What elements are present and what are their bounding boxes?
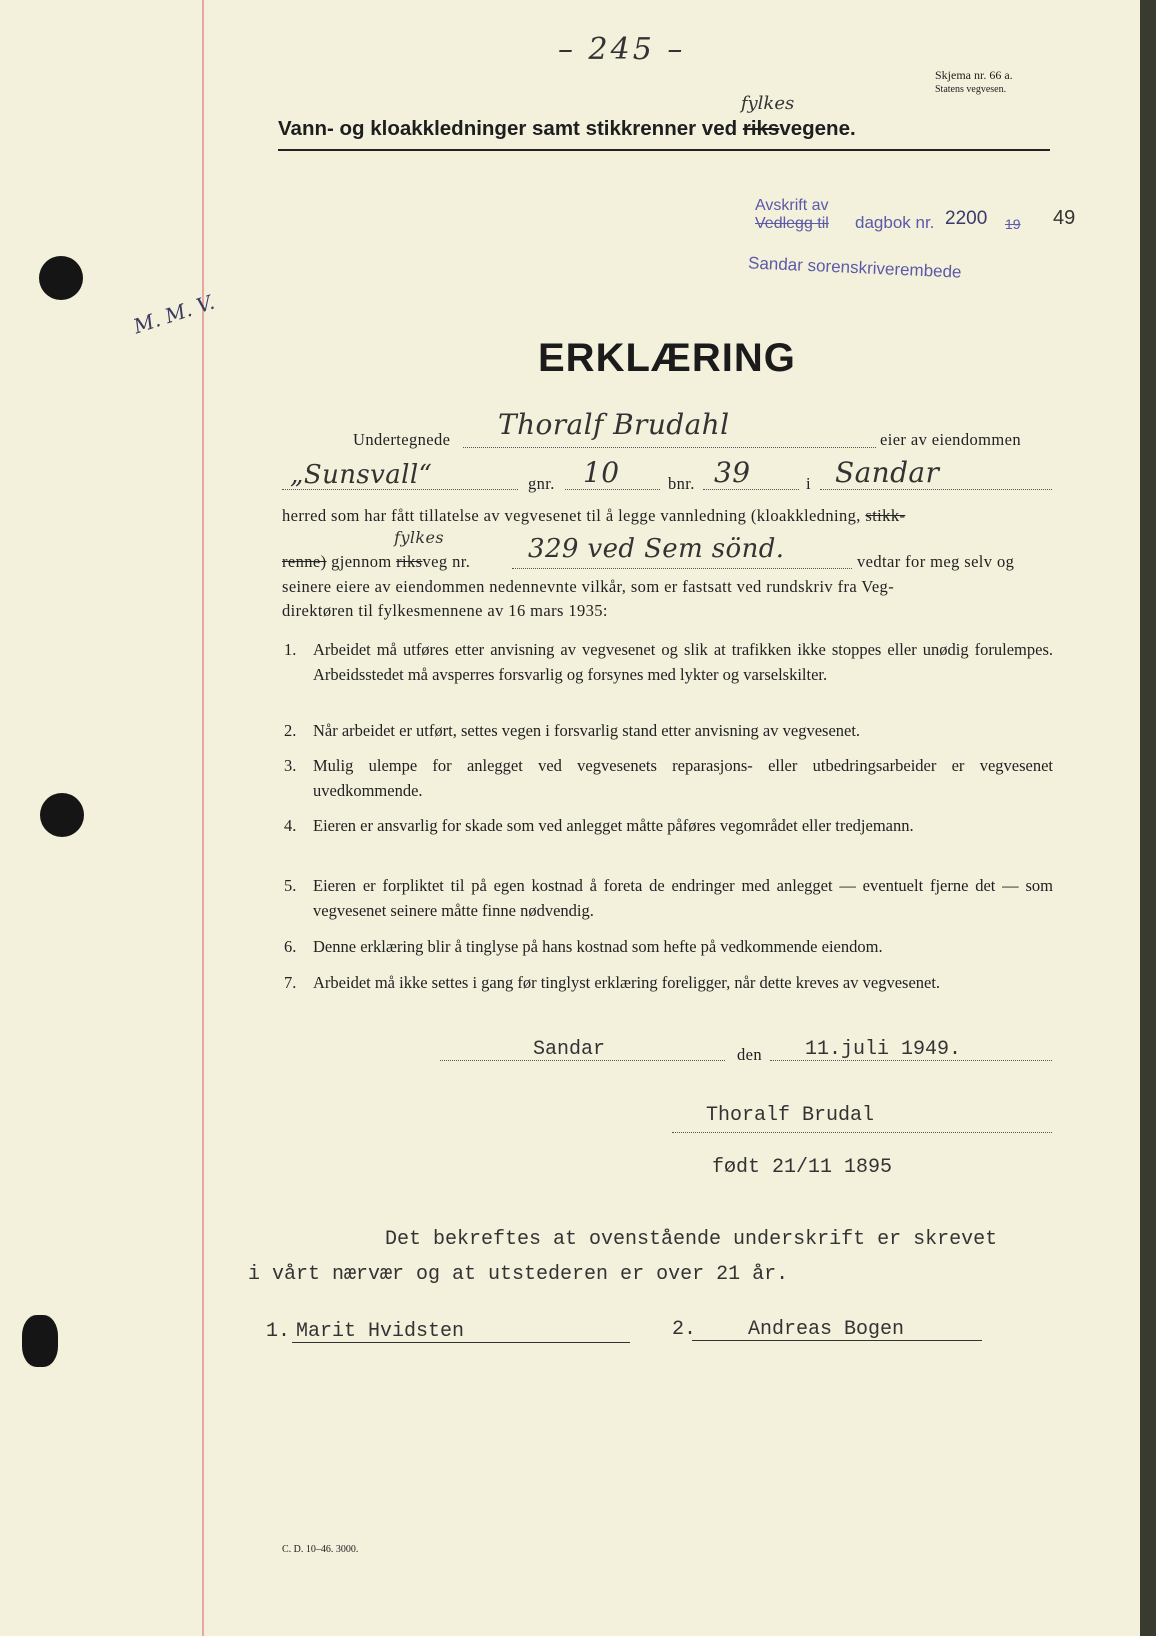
punch-hole bbox=[40, 793, 84, 837]
witness1-line bbox=[292, 1342, 630, 1343]
witness1-name: Marit Hvidsten bbox=[296, 1320, 465, 1343]
signature-date: 11.juli 1949. bbox=[805, 1038, 962, 1061]
line4-struck: renne) bbox=[282, 552, 327, 571]
signer-born: født 21/11 1895 bbox=[712, 1156, 893, 1179]
den-label: den bbox=[737, 1045, 763, 1064]
condition-number: 4. bbox=[284, 816, 297, 835]
form-number: Skjema nr. 66 a. bbox=[935, 68, 1013, 82]
form-issuer: Statens vegvesen. bbox=[935, 84, 1007, 95]
bnr-value: 39 bbox=[714, 456, 751, 489]
line3-text: herred som har fått tillatelse av vegvesenet til å legge vannledning (kloakkledning, bbox=[282, 506, 861, 525]
line4-riks-struck: riks bbox=[396, 552, 423, 571]
witness1-number: 1. bbox=[266, 1320, 291, 1343]
title-part1: Vann- og kloakkledninger samt stikkrenner ved bbox=[278, 117, 738, 140]
line4-veg: veg nr. bbox=[422, 552, 471, 571]
punch-hole bbox=[39, 256, 83, 300]
line4-insert: fylkes bbox=[394, 528, 445, 547]
stamp-line1-struck: Vedlegg til bbox=[755, 215, 829, 232]
stamp-dagbok-number: 2200 bbox=[945, 208, 988, 229]
line4-gjennom: gjennom bbox=[331, 552, 392, 571]
bnr-line bbox=[703, 489, 799, 490]
condition-number: 6. bbox=[284, 937, 297, 956]
eiendom-value: „Sunsvall“ bbox=[290, 460, 433, 490]
i-label: i bbox=[806, 474, 811, 493]
witness-statement-2: i vårt nærvær og at utstederen er over 21 år. bbox=[248, 1263, 789, 1286]
print-code: C. D. 10–46. 3000. bbox=[282, 1544, 359, 1555]
condition-text: Denne erklæring blir å tinglyse på hans kostnad som hefte på vedkommende eiendom. bbox=[313, 937, 883, 956]
condition-text: Eieren er forpliktet til på egen kostnad å foreta de endringer med anlegget — eventuelt fjerne det — som vegvesenet seinere måtte finne nødvendig. bbox=[313, 876, 1053, 920]
signer-line bbox=[672, 1132, 1052, 1133]
form-title bbox=[278, 93, 856, 141]
witness2-number: 2. bbox=[672, 1318, 697, 1341]
gnr-value: 10 bbox=[583, 456, 620, 489]
form-line4 bbox=[282, 528, 471, 572]
title-struck: riks bbox=[742, 117, 780, 140]
stamp-year: 49 bbox=[1053, 207, 1076, 229]
signature-place: Sandar bbox=[533, 1038, 606, 1061]
line4-end: vedtar for meg selv og bbox=[857, 552, 1015, 571]
line4-fylkes-correction bbox=[394, 528, 445, 571]
margin-initials: M. M. V. bbox=[130, 289, 218, 339]
condition-text: Når arbeidet er utført, settes vegen i forsvarlig stand etter anvisning av vegvesenet. bbox=[313, 721, 861, 740]
veg-value: 329 ved Sem sönd. bbox=[528, 534, 785, 564]
title-underline bbox=[278, 149, 1050, 151]
line3-struck: stikk- bbox=[865, 506, 906, 525]
page-number: – 245 – bbox=[558, 32, 686, 67]
condition-number: 3. bbox=[284, 756, 297, 775]
veg-line bbox=[512, 568, 852, 569]
gnr-line bbox=[565, 489, 660, 490]
condition-text: Arbeidet må ikke settes i gang før tinglyst erklæring foreligger, når dette kreves av vegvesenet. bbox=[313, 973, 941, 992]
condition-text: Arbeidet må utføres etter anvisning av vegvesenet og slik at trafikken ikke stoppes eller unødig forulempes. Arbeidsstedet må avsperres forsvarlig og forsynes med lykter og varselskilter. bbox=[313, 640, 1053, 684]
title-fylkes-correction bbox=[740, 93, 795, 140]
punch-hole-torn bbox=[22, 1315, 58, 1367]
margin-rule bbox=[202, 0, 204, 1636]
bnr-label: bnr. bbox=[668, 474, 695, 493]
condition-number: 1. bbox=[284, 640, 297, 659]
form-line3 bbox=[282, 506, 905, 526]
stamp-year-struck: 19 bbox=[1005, 216, 1021, 232]
form-line5: seinere eiere av eiendommen nedennevnte vilkår, som er fastsatt ved rundskriv fra Veg- bbox=[282, 577, 895, 596]
document-title: ERKLÆRING bbox=[538, 336, 796, 380]
title-insert: fylkes bbox=[740, 93, 795, 114]
undertegnede-line bbox=[463, 447, 876, 448]
witness-statement-1: Det bekreftes at ovenstående underskrift er skrevet bbox=[385, 1228, 998, 1251]
kommune-line bbox=[820, 489, 1052, 490]
kommune-value: Sandar bbox=[835, 456, 940, 489]
witness2-line bbox=[692, 1340, 982, 1341]
gnr-label: gnr. bbox=[528, 474, 555, 493]
stamp-line1: Avskrift av bbox=[755, 197, 829, 214]
stamp-line3: Sandar sorenskriverembede bbox=[747, 253, 962, 282]
signer-name: Thoralf Brudal bbox=[706, 1104, 875, 1127]
witness2-name: Andreas Bogen bbox=[748, 1318, 905, 1341]
undertegnede-value: Thoralf Brudahl bbox=[498, 408, 730, 441]
condition-number: 2. bbox=[284, 721, 297, 740]
stamp-dagbok-label: dagbok nr. bbox=[855, 213, 935, 232]
title-part2: vegene. bbox=[779, 117, 856, 140]
condition-text: Eieren er ansvarlig for skade som ved anlegget måtte påføres vegområdet eller tredjemann. bbox=[313, 816, 914, 835]
condition-text: Mulig ulempe for anlegget ved vegvesenets reparasjons- eller utbedringsarbeider er vegvesenet uvedkommende. bbox=[313, 756, 1053, 800]
condition-number: 5. bbox=[284, 876, 297, 895]
eier-label: eier av eiendommen bbox=[880, 430, 1021, 449]
form-line6: direktøren til fylkesmennene av 16 mars 1935: bbox=[282, 601, 608, 620]
undertegnede-label: Undertegnede bbox=[353, 430, 451, 449]
condition-number: 7. bbox=[284, 973, 297, 992]
